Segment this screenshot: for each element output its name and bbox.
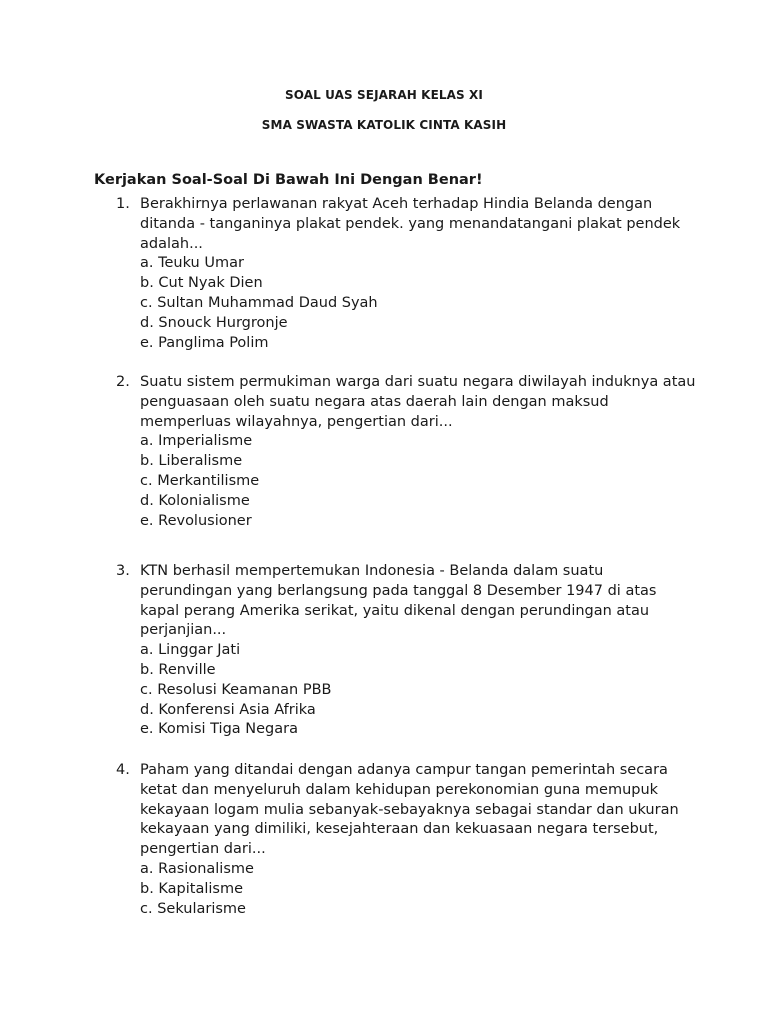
answer-option: e. Revolusioner	[140, 512, 252, 529]
answer-option: a. Imperialisme	[140, 433, 253, 450]
answer-options	[140, 254, 700, 353]
school-name: SMA SWASTA KATOLIK CINTA KASIH	[261, 118, 507, 132]
question-text: Suatu sistem permukiman warga dari suatu negara diwilayah induknya atau penguasaan oleh suatu negara atas daerah lain dengan maksud memperluas wilayahnya, pengertian dari...	[140, 374, 696, 430]
instruction-heading: Kerjakan Soal-Soal Di Bawah Ini Dengan Benar!	[94, 172, 483, 188]
answer-option: b. Liberalisme	[140, 453, 243, 470]
answer-options	[140, 860, 700, 919]
answer-option: b. Kapitalisme	[140, 880, 244, 897]
answer-option: c. Resolusi Keamanan PBB	[140, 681, 332, 698]
answer-options	[140, 432, 700, 531]
question-text: Berakhirnya perlawanan rakyat Aceh terhadap Hindia Belanda dengan ditanda - tanganinya plakat pendek. yang menandatangani plakat pendek adalah...	[140, 196, 681, 252]
answer-option: c. Sekularisme	[140, 900, 246, 917]
question-body	[140, 195, 700, 353]
question-number: 1.	[116, 196, 130, 212]
answer-option: d. Konferensi Asia Afrika	[140, 701, 316, 718]
answer-option: b. Renville	[140, 661, 216, 678]
answer-option: a. Teuku Umar	[140, 255, 244, 272]
answer-option: d. Snouck Hurgronje	[140, 314, 288, 331]
question-text: KTN berhasil mempertemukan Indonesia - Belanda dalam suatu perundingan yang berlangsung pada tanggal 8 Desember 1947 di atas kapal perang Amerika serikat, yaitu dikenal dengan perundingan atau perjanjian...	[140, 563, 657, 639]
answer-option: b. Cut Nyak Dien	[140, 275, 263, 292]
document-title: SOAL UAS SEJARAH KELAS XI	[285, 88, 483, 102]
question-body	[140, 562, 700, 740]
answer-option: e. Panglima Polim	[140, 334, 269, 351]
question-number: 3.	[116, 563, 130, 579]
answer-option: c. Sultan Muhammad Daud Syah	[140, 294, 378, 311]
answer-option: a. Rasionalisme	[140, 860, 254, 877]
answer-options	[140, 641, 700, 740]
answer-option: d. Kolonialisme	[140, 492, 250, 509]
answer-option: e. Komisi Tiga Negara	[140, 721, 298, 738]
question-body	[140, 761, 700, 919]
answer-option: a. Linggar Jati	[140, 642, 241, 659]
question-number: 4.	[116, 762, 130, 778]
question-text: Paham yang ditandai dengan adanya campur tangan pemerintah secara ketat dan menyeluruh dalam kehidupan perekonomian guna memupuk kekayaan logam mulia sebanyak-sebayaknya sebagai standar dan ukuran kekayaan yang dimiliki, kesejahteraan dan kekuasaan negara tersebut, pengertian dari...	[140, 762, 679, 858]
answer-option: c. Merkantilisme	[140, 472, 260, 489]
question-number: 2.	[116, 374, 130, 390]
question-body	[140, 373, 700, 531]
